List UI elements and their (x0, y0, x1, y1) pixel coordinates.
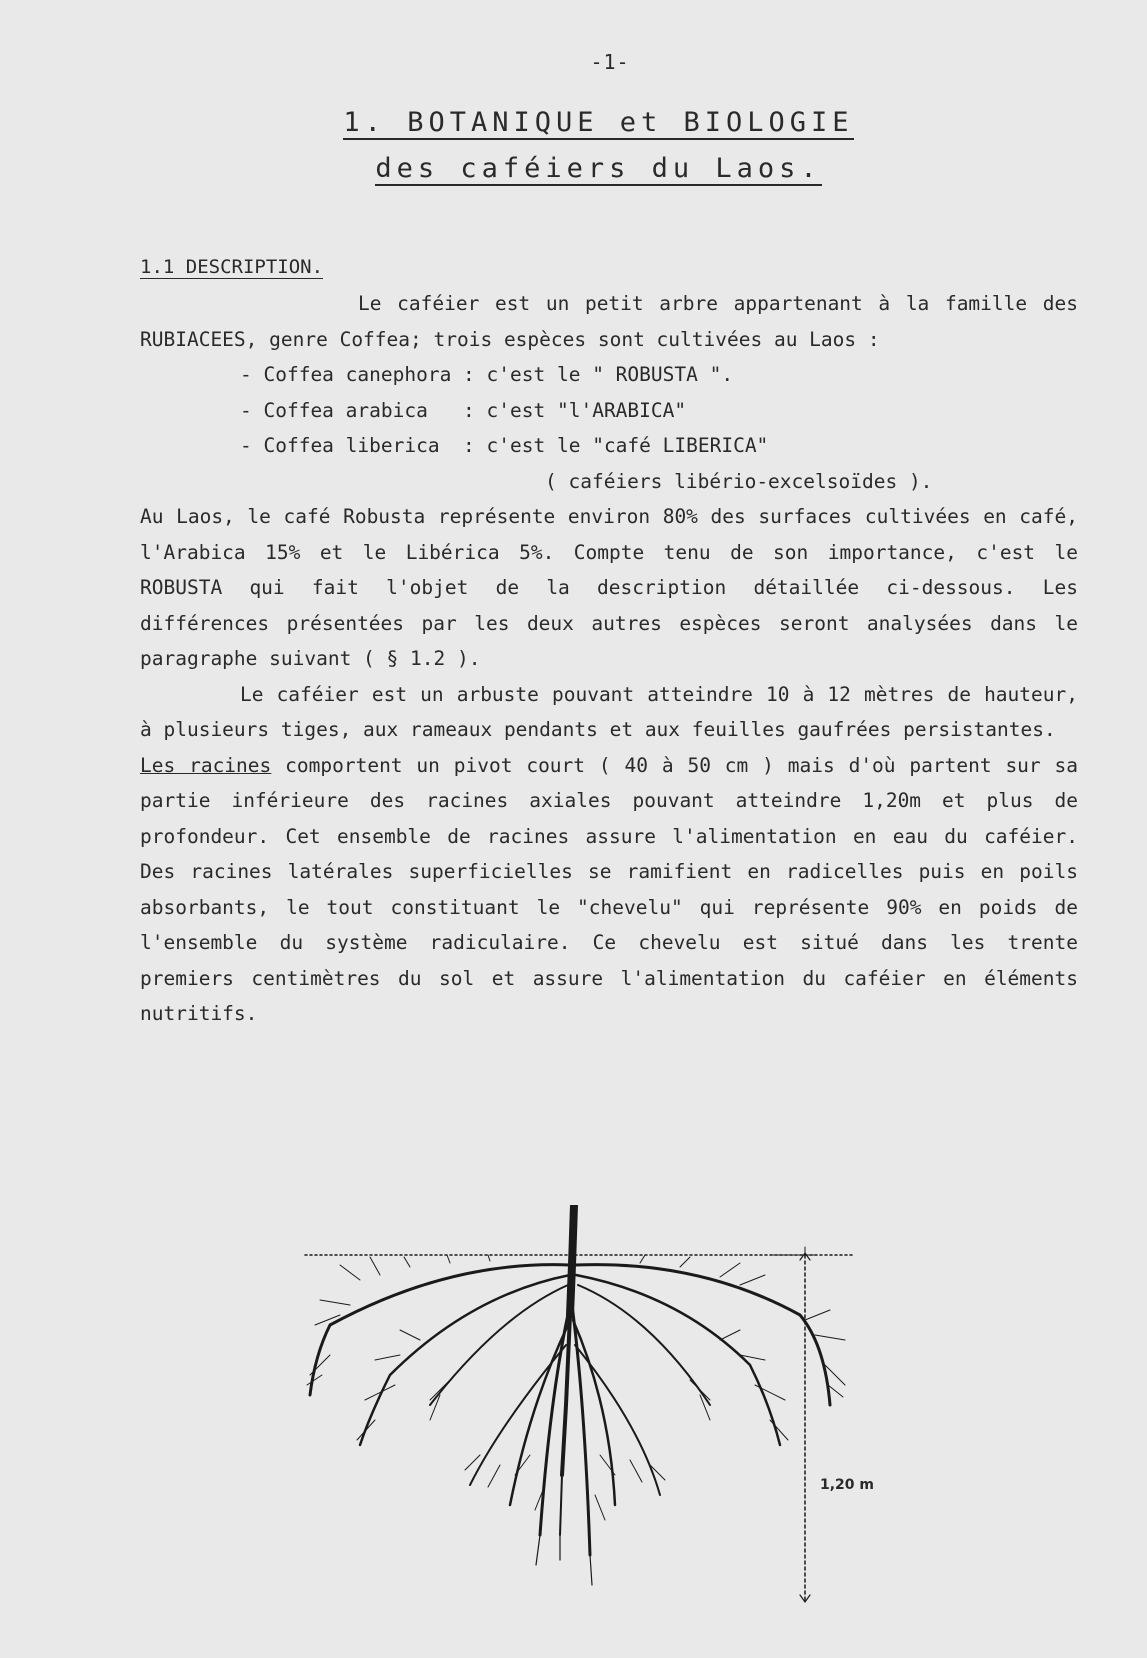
list-item: - Coffea arabica : c'est "l'ARABICA" (240, 398, 687, 422)
chapter-title (0, 108, 1147, 186)
paragraph-roots (140, 748, 1078, 1032)
roots-label: Les racines (140, 753, 272, 777)
paragraph-share: Au Laos, le café Robusta représente environ 80% des surfaces cultivées en café, l'Arabica 15% et le Libérica 5%. Compte tenu de son importance, c'est le ROBUSTA qui fait l'objet de la description détaillée ci-dessous. Les différences présentées par les deux autres espèces seront analysées dans le paragraphe suivant ( § 1.2 ). (140, 505, 1078, 670)
body-text (140, 286, 1078, 1032)
page-number: -1- (590, 50, 630, 74)
list-item: - Coffea liberica : c'est le "café LIBERICA" (240, 434, 769, 457)
title-line-2: des caféiers du Laos. (375, 153, 822, 184)
root-drawing (300, 1205, 890, 1605)
species-list (140, 357, 1078, 499)
species-note: ( caféiers libério-excelsoïdes ). (545, 469, 933, 493)
paragraph-intro: Le caféier est un petit arbre appartenant à la famille des RUBIACEES, genre Coffea; trois espèces sont cultivées au Laos : (140, 292, 1078, 351)
paragraph-shrub: Le caféier est un arbuste pouvant atteindre 10 à 12 mètres de hauteur, à plusieurs tiges, aux rameaux pendants et aux feuilles gaufrées persistantes. (140, 682, 1078, 741)
title-line-1: 1. BOTANIQUE et BIOLOGIE (343, 107, 854, 138)
section-heading: 1.1 DESCRIPTION. (140, 256, 324, 278)
depth-label: 1,20 m (820, 1477, 875, 1493)
list-item: - Coffea canephora : c'est le " ROBUSTA ". (240, 363, 734, 386)
roots-text: comportent un pivot court ( 40 à 50 cm ) mais d'où partent sur sa partie inférieure des racines axiales pouvant atteindre 1,20m et plus de profondeur. Cet ensemble de racines assure l'alimentation en eau du caféier. Des racines latérales superficielles se ramifient en radicelles puis en poils absorbants, le tout constituant le "chevelu" qui représente 90% en poids de l'ensemble du système radiculaire. Ce chevelu est situé dans les trente premiers centimètres du sol et assure l'alimentation du caféier en éléments nutritifs. (140, 753, 1079, 1025)
root-system-illustration (300, 1205, 890, 1605)
